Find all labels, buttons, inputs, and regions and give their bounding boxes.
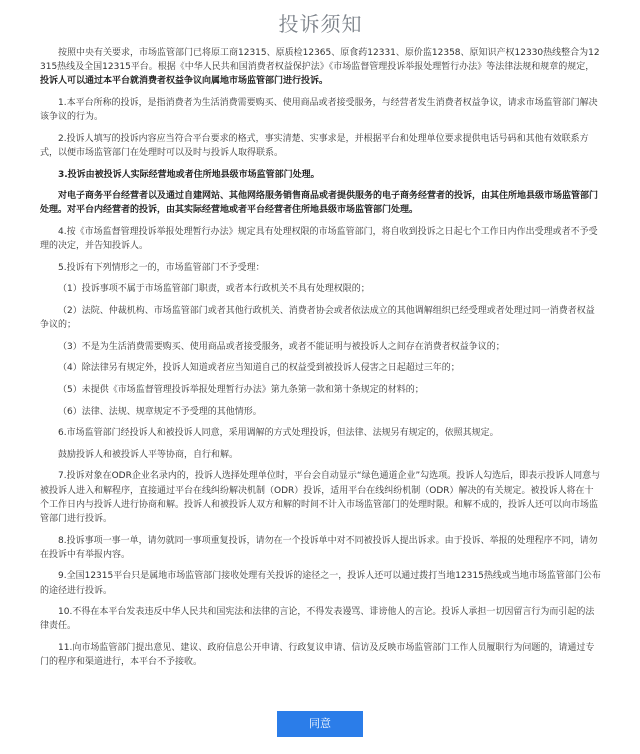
notice-paragraph (40, 168, 601, 182)
notice-paragraph (40, 448, 601, 462)
notice-paragraph (40, 641, 601, 669)
page-title: 投诉须知 (278, 12, 363, 36)
paragraph-text: 11.向市场监管部门提出意见、建议、政府信息公开申请、行政复议申请、信访及反映市场监管部门工作人员履职行为问题的，请通过专门的程序和渠道进行，本平台不予接收。 (40, 642, 595, 668)
notice-paragraph (40, 569, 601, 597)
paragraph-text: 7.投诉对象在ODR企业名录内的，投诉人选择处理单位时，平台会自动显示“绿色通道企业”勾选项。投诉人勾选后，即表示投诉人同意与被投诉人进入和解程序，直接通过平台在线纠纷解决机制（ODR）投诉，适用平台在线纠纷机制（ODR）解决的有关规定。被投诉人将在十个工作日内与投诉人进行协商和解。投诉人和被投诉人双方和解的时间不计入市场监管部门的处理时限。和解不成的，投诉人还可以向市场监管部门进行投诉。 (40, 471, 601, 524)
paragraph-emphasis: 3.投诉由被投诉人实际经营地或者住所地县级市场监管部门处理。 (58, 169, 320, 180)
notice-paragraph (40, 225, 601, 253)
notice-paragraph (40, 605, 601, 633)
paragraph-text: 1.本平台所称的投诉，是指消费者为生活消费需要购买、使用商品或者接受服务，与经营者发生消费者权益争议，请求市场监管部门解决该争议的行为。 (40, 98, 598, 123)
notice-paragraph (40, 189, 601, 217)
notice-paragraph (40, 426, 601, 440)
paragraph-emphasis: 投诉人可以通过本平台就消费者权益争议向属地市场监管部门进行投诉。 (40, 76, 329, 87)
notice-paragraph (40, 132, 601, 160)
notice-paragraph (40, 405, 601, 419)
paragraph-text: 2.投诉人填写的投诉内容应当符合平台要求的格式，事实清楚、实事求是，并根据平台和处理单位要求提供电话号码和其他有效联系方式，以便市场监管部门在处理时可以及时与投诉人取得联系。 (40, 133, 589, 158)
notice-content (40, 46, 601, 669)
paragraph-text: 5.投诉有下列情形之一的，市场监管部门不予受理： (58, 262, 265, 273)
agree-button[interactable]: 同意 (277, 711, 363, 737)
paragraph-text: 4.按《市场监督管理投诉举报处理暂行办法》规定具有处理权限的市场监管部门，将自收到投诉之日起七个工作日内作出受理或者不予受理的决定，并告知投诉人。 (40, 226, 598, 252)
paragraph-text: （3）不是为生活消费需要购买、使用商品或者接受服务，或者不能证明与被投诉人之间存在消费者权益争议的； (58, 341, 505, 352)
notice-paragraph (40, 340, 601, 354)
notice-paragraph (40, 383, 601, 397)
paragraph-text: 鼓励投诉人和被投诉人平等协商，自行和解。 (58, 449, 239, 460)
paragraph-text: （4）除法律另有规定外，投诉人知道或者应当知道自己的权益受到被投诉人侵害之日起超过三年的； (58, 363, 460, 374)
paragraph-text: （5）未提供《市场监督管理投诉举报处理暂行办法》第九条第一款和第十条规定的材料的； (58, 384, 424, 395)
notice-paragraph (40, 361, 601, 375)
paragraph-text: （1）投诉事项不属于市场监管部门职责，或者本行政机关不具有处理权限的； (58, 284, 370, 295)
paragraph-text: （2）法院、仲裁机构、市场监管部门或者其他行政机关、消费者协会或者依法成立的其他调解组织已经受理或者处理过同一消费者权益争议的； (40, 305, 595, 331)
notice-paragraph (40, 534, 601, 562)
notice-paragraph (40, 96, 601, 124)
paragraph-text: 8.投诉事项一事一单，请勿就同一事项重复投诉，请勿在一个投诉单中对不同被投诉人提出诉求。由于投诉、举报的处理程序不同，请勿在投诉中有举报内容。 (40, 535, 598, 560)
notice-paragraph (40, 282, 601, 296)
paragraph-emphasis: 对电子商务平台经营者以及通过自建网站、其他网络服务销售商品或者提供服务的电子商务经营者的投诉，由其住所地县级市场监管部门处理。对平台内经营者的投诉，由其实际经营地或者平台经营者住所地县级市场监管部门处理。 (40, 191, 599, 216)
paragraph-text: 10.不得在本平台发表违反中华人民共和国宪法和法律的言论，不得发表谩骂、诽谤他人的言论。投诉人承担一切因留言行为而引起的法律责任。 (40, 607, 595, 632)
notice-paragraph (40, 469, 601, 526)
paragraph-text: 9.全国12315平台只是属地市场监管部门接收处理有关投诉的途径之一，投诉人还可以通过拨打当地12315热线或当地市场监管部门公布的途径进行投诉。 (40, 571, 601, 596)
notice-paragraph (40, 46, 601, 89)
paragraph-text: 6.市场监管部门经投诉人和被投诉人同意，采用调解的方式处理投诉，但法律、法规另有规定的，依照其规定。 (58, 428, 499, 439)
paragraph-text: 按照中央有关要求，市场监管部门已将原工商12315、原质检12365、原食药12331、原价监12358、原知识产权12330热线整合为12315热线及全国12315平台。根据《中华人民共和国消费者权益保护法》《市场监督管理投诉举报处理暂行办法》等法律法规和规章的规定， (40, 48, 600, 73)
paragraph-text: （6）法律、法规、规章规定不予受理的其他情形。 (58, 406, 262, 417)
notice-paragraph (40, 261, 601, 275)
notice-paragraph (40, 304, 601, 332)
button-bar (0, 711, 640, 737)
